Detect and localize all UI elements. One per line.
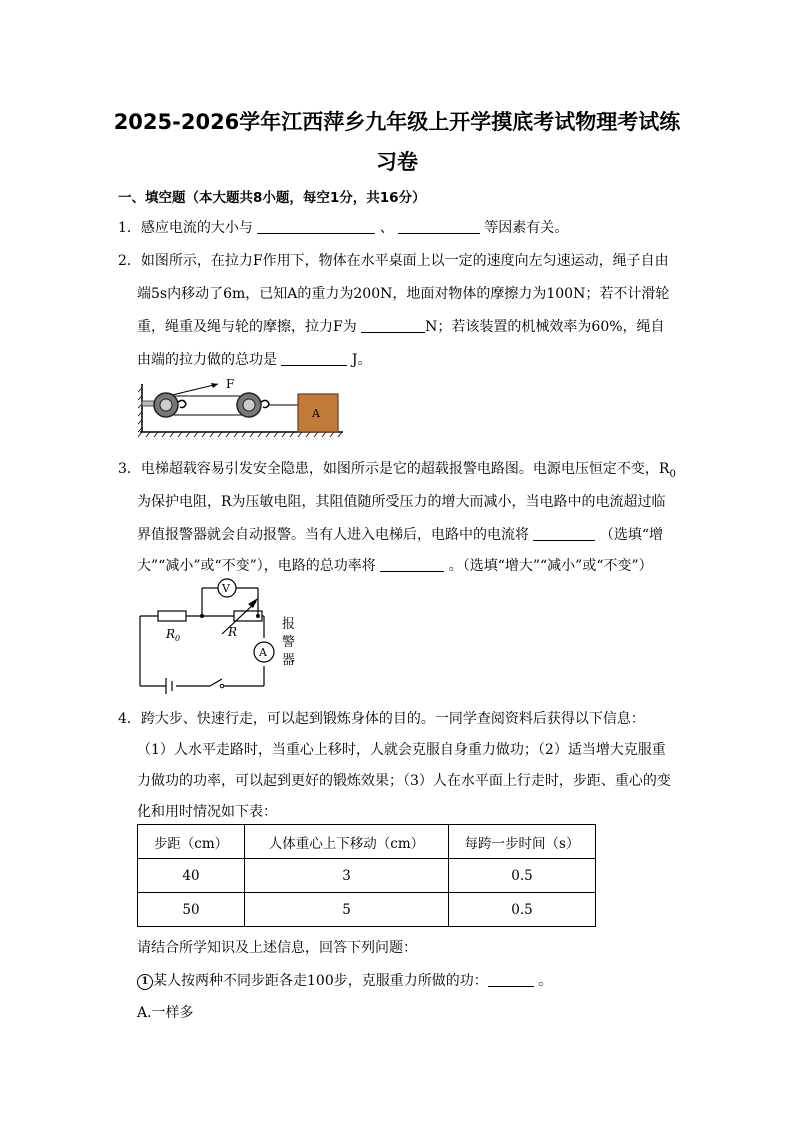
question-text: （选填“增: [595, 527, 664, 543]
circuit-figure: [136, 576, 300, 698]
question-4-line-1: [118, 708, 645, 728]
question-3-line-2: 为保护电阻，R为压敏电阻，其阻值随所受压力的增大而减小，当电路中的电流超过临: [137, 494, 666, 510]
r-label: R: [228, 625, 238, 639]
question-4-line-3: 力做功的功率，可以起到更好的锻炼效果；（3）人在水平面上行走时，步距、重心的变: [137, 773, 671, 789]
question-text: 电梯超载容易引发安全隐患，如图所示是它的超载报警电路图。电源电压恒定不变，R: [140, 461, 670, 477]
subscript: 0: [669, 468, 676, 480]
question-4-prompt: 请结合所学知识及上述信息，回答下列问题：: [137, 940, 417, 956]
voltmeter-label: V: [222, 582, 230, 595]
question-text: 。: [533, 973, 553, 989]
table-cell: 50: [138, 893, 245, 927]
answer-blank[interactable]: [488, 972, 534, 987]
answer-blank[interactable]: [533, 526, 595, 541]
question-4-line-2: （1）人水平走路时，当重心上移时，人就会克服自身重力做功；（2）适当增大克服重: [137, 742, 666, 758]
question-text: 等因素有关。: [479, 220, 569, 236]
question-text: 如图所示，在拉力F作用下，物体在水平桌面上以一定的速度向左匀速运动，绳子自由: [140, 253, 669, 269]
question-2-line-4: [137, 349, 372, 369]
question-number: 4．: [118, 711, 141, 727]
exam-title-line-1: 2025-2026学年江西萍乡九年级上开学摸底考试物理考试练: [113, 110, 681, 134]
r0-label: $R_0$: [166, 627, 181, 643]
answer-blank[interactable]: [281, 351, 347, 366]
question-text: 大”“减小”或“不变”），电路的总功率将: [137, 558, 381, 574]
option-a[interactable]: A.一样多: [137, 1005, 194, 1021]
table-header: 人体重心上下移动（cm）: [245, 825, 449, 859]
alarm-char: 警: [282, 635, 296, 650]
block-label: A: [312, 407, 320, 420]
section-heading: 一、填空题（本大题共8小题，每空1分，共16分）: [118, 190, 426, 206]
question-text: 重，绳重及绳与轮的摩擦，拉力F为: [137, 319, 362, 335]
table-header-row: [138, 825, 596, 859]
question-1: [118, 217, 568, 237]
table-cell: 3: [245, 859, 449, 893]
alarm-char: 器: [282, 653, 296, 668]
data-table: [137, 824, 596, 927]
question-text: N；若该装置的机械效率为60%，绳自: [425, 319, 665, 335]
question-text: 跨大步、快速行走，可以起到锻炼身体的目的。一同学查阅资料后获得以下信息：: [140, 711, 645, 727]
table-cell: 0.5: [449, 893, 596, 927]
question-text: 某人按两种不同步距各走100步，克服重力所做的功：: [153, 973, 488, 989]
question-number: 1．: [118, 220, 141, 236]
question-number: 2．: [118, 253, 141, 269]
question-2-line-2: 端5s内移动了6m，已知A的重力为200N，地面对物体的摩擦力为100N；若不计滑轮: [137, 286, 670, 302]
ammeter-label: A: [259, 646, 267, 659]
question-4-sub-1: [137, 970, 552, 990]
table-row: [138, 859, 596, 893]
table-cell: 5: [245, 893, 449, 927]
answer-blank[interactable]: [398, 219, 480, 234]
alarm-char: 报: [282, 617, 296, 632]
table-cell: 0.5: [449, 859, 596, 893]
question-number: 3．: [118, 461, 141, 477]
answer-blank[interactable]: [361, 318, 425, 333]
question-4-line-4: 化和用时情况如下表：: [137, 804, 277, 820]
question-text: 。（选填“增大”“减小”或“不变”）: [444, 558, 653, 574]
answer-blank[interactable]: [380, 557, 444, 572]
question-text: 由端的拉力做的总功是: [137, 352, 282, 368]
question-3-line-1: [118, 458, 676, 480]
table-row: [138, 893, 596, 927]
question-text: 界值报警器就会自动报警。当有人进入电梯后，电路中的电流将: [137, 527, 534, 543]
question-3-line-3: [137, 524, 663, 544]
question-2-line-1: [118, 250, 669, 270]
exam-title-line-2: 习卷: [376, 150, 418, 174]
pulley-figure: [138, 372, 348, 438]
question-text: J。: [347, 352, 372, 368]
table-cell: 40: [138, 859, 245, 893]
table-header: 每跨一步时间（s）: [449, 825, 596, 859]
circled-number: 1: [137, 974, 153, 990]
question-text: 感应电流的大小与: [140, 220, 258, 236]
question-text: 、: [375, 220, 394, 236]
question-3-line-4: [137, 555, 653, 575]
force-label: F: [226, 377, 235, 391]
question-2-line-3: [137, 316, 665, 336]
answer-blank[interactable]: [257, 219, 375, 234]
table-header: 步距（cm）: [138, 825, 245, 859]
